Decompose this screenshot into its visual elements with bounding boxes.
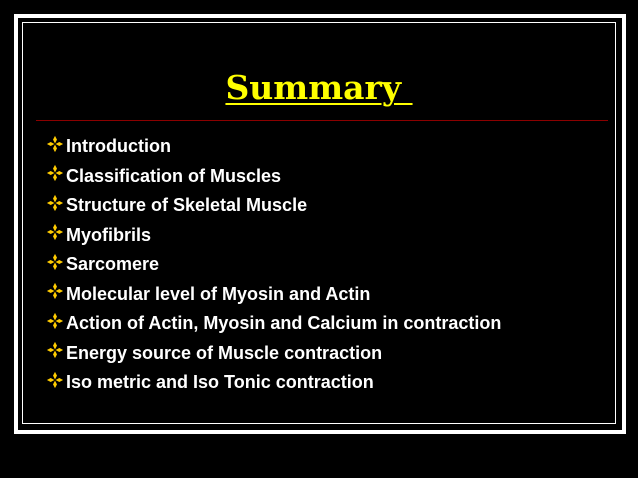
list-item-text: Sarcomere (66, 254, 160, 275)
list-item-text: Energy source of Muscle contraction (66, 342, 383, 363)
list-item (44, 368, 501, 398)
title-divider (36, 120, 608, 121)
summary-list (44, 132, 501, 398)
list-item (44, 191, 501, 221)
list-item (44, 339, 501, 369)
four-diamond-star-icon (44, 312, 66, 330)
slide-title: Summary (225, 68, 413, 107)
list-item-text: Classification of Muscles (66, 165, 282, 186)
four-diamond-star-icon (44, 341, 66, 359)
list-item-text: Iso metric and Iso Tonic contraction (66, 372, 374, 393)
list-item (44, 280, 501, 310)
list-item-text: Introduction (66, 136, 171, 157)
four-diamond-star-icon (44, 194, 66, 212)
four-diamond-star-icon (44, 371, 66, 389)
four-diamond-star-icon (44, 223, 66, 241)
four-diamond-star-icon (44, 282, 66, 300)
list-item (44, 250, 501, 280)
list-item-text: Molecular level of Myosin and Actin (66, 283, 371, 304)
list-item (44, 309, 501, 339)
four-diamond-star-icon (44, 164, 66, 182)
list-item (44, 162, 501, 192)
list-item-text: Action of Actin, Myosin and Calcium in contraction (66, 313, 502, 334)
list-item (44, 132, 501, 162)
four-diamond-star-icon (44, 253, 66, 271)
list-item (44, 221, 501, 251)
four-diamond-star-icon (44, 135, 66, 153)
list-item-text: Structure of Skeletal Muscle (66, 195, 308, 216)
list-item-text: Myofibrils (66, 224, 152, 245)
